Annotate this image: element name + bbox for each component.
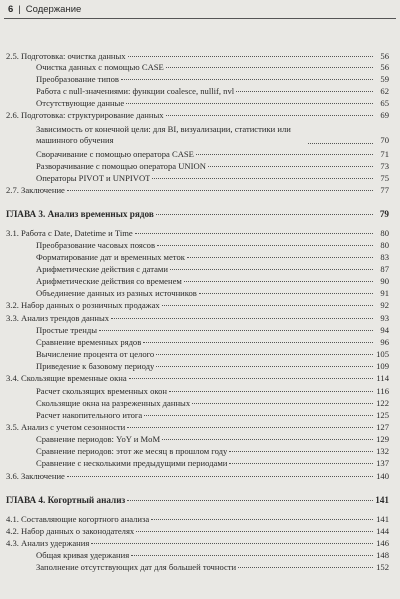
toc-section (6, 526, 389, 537)
toc-entry-title: 3.4. Скользящие временные окна (6, 373, 127, 383)
toc-subsection (36, 240, 389, 251)
toc-entry-title: Скользящие окна на разреженных данных (36, 398, 191, 408)
toc-dot-leader (208, 166, 373, 167)
toc-entry-title: Сравнение временных рядов (36, 337, 142, 347)
toc-entry-title: Заполнение отсутствующих дат для большей точности (36, 562, 237, 572)
toc-entry-title: Расчет скользящих временных окон (36, 386, 167, 396)
toc-subsection (36, 276, 389, 287)
toc-subsection (36, 349, 389, 360)
toc-page-number: 146 (376, 538, 389, 548)
toc-dot-leader (127, 500, 373, 501)
toc-entry-title: 2.5. Подготовка: очистка данных (6, 51, 126, 61)
toc-subsection (36, 446, 389, 457)
toc-page-number: 56 (380, 62, 389, 72)
toc-entry-title: 3.3. Анализ трендов данных (6, 313, 110, 323)
toc-entry-title: Приведение к базовому периоду (36, 361, 155, 371)
toc-page-number: 132 (376, 446, 389, 456)
page-number: 6 (8, 4, 14, 15)
toc-dot-leader (192, 403, 373, 404)
toc-page-number: 92 (380, 300, 389, 310)
toc-subsection (36, 386, 389, 397)
toc-subsection (36, 458, 389, 469)
toc-page-number: 56 (380, 51, 389, 61)
toc-dot-leader (229, 451, 373, 452)
toc-page-number: 75 (380, 173, 389, 183)
toc-subsection (36, 337, 389, 348)
toc-entry-title: Расчет накопительного итога (36, 410, 143, 420)
toc-page-number: 80 (380, 240, 389, 250)
toc-page-number: 141 (375, 495, 389, 505)
toc-page-number: 114 (376, 373, 389, 383)
toc-chapter (6, 495, 389, 506)
toc-dot-leader (156, 354, 373, 355)
toc-subsection (36, 550, 389, 561)
toc-entry-title: Разворачивание с помощью оператора UNION (36, 161, 206, 171)
toc-section (6, 185, 389, 196)
toc-dot-leader (162, 439, 373, 440)
toc-entry-title: ГЛАВА 3. Анализ временных рядов (6, 209, 154, 219)
toc-page-number: 83 (380, 252, 389, 262)
toc-page-number: 62 (380, 86, 389, 96)
toc-page-number: 137 (376, 458, 389, 468)
toc-dot-leader (67, 476, 373, 477)
toc-dot-leader (126, 103, 373, 104)
toc-dot-leader (143, 342, 373, 343)
header-rule (4, 18, 396, 19)
toc-entry-title: Сравнение периодов: YoY и MoM (36, 434, 161, 444)
toc-entry-title: Очистка данных с помощью CASE (36, 62, 164, 72)
toc-page-number: 71 (380, 149, 389, 159)
toc-entry-title: Преобразование типов (36, 74, 119, 84)
toc-entry-title: Простые тренды (36, 325, 98, 335)
toc-entry-title: Отсутствующие данные (36, 98, 125, 108)
toc-page-number: 65 (380, 98, 389, 108)
toc-page-number: 94 (380, 325, 389, 335)
toc-dot-leader (156, 366, 373, 367)
toc-entry-title: Вычисление процента от целого (36, 349, 155, 359)
toc-dot-leader (187, 257, 373, 258)
toc-section (6, 422, 389, 433)
toc-section (6, 313, 389, 324)
toc-entry-title: Объединение данных из разных источников (36, 288, 197, 298)
toc-entry-title: 3.2. Набор данных о розничных продажах (6, 300, 160, 310)
toc-entry-title: 3.5. Анализ с учетом сезонности (6, 422, 126, 432)
toc-subsection (36, 62, 389, 73)
toc-entry-title: Сворачивание с помощью оператора CASE (36, 149, 194, 159)
toc-section (6, 51, 389, 62)
toc-dot-leader (127, 427, 373, 428)
toc-entry-title: 3.1. Работа с Date, Datetime и Time (6, 228, 133, 238)
toc-section (6, 373, 389, 384)
toc-entry-title: Общая кривая удержания (36, 550, 130, 560)
toc-subsection (36, 124, 389, 146)
toc-page-number: 79 (379, 209, 389, 219)
toc-entry-title: 2.7. Заключение (6, 185, 65, 195)
toc-page-number: 152 (376, 562, 389, 572)
header-title: Содержание (25, 4, 82, 15)
toc-dot-leader (170, 269, 373, 270)
toc-page-number: 141 (376, 514, 389, 524)
toc-dot-leader (236, 91, 373, 92)
toc-subsection (36, 98, 389, 109)
toc-entry-title: ГЛАВА 4. Когортный анализ (6, 495, 126, 505)
toc-dot-leader (111, 318, 373, 319)
toc-page-number: 80 (380, 228, 389, 238)
toc-section (6, 538, 389, 549)
toc-subsection (36, 173, 389, 184)
toc-entry-title: Преобразование часовых поясов (36, 240, 156, 250)
toc-dot-leader (99, 330, 373, 331)
toc-page-number: 91 (380, 288, 389, 298)
toc-entry-title: Зависимость от конечной цели: для BI, визуализации, статистики или машинного обучения (36, 124, 291, 145)
toc-page-number: 109 (376, 361, 389, 371)
toc-entry-title: 4.3. Анализ удержания (6, 538, 90, 548)
toc-entry-title: Сравнение с несколькими предыдущими периодами (36, 458, 228, 468)
toc-dot-leader (156, 214, 373, 215)
toc-page-number: 93 (380, 313, 389, 323)
toc-dot-leader (166, 115, 373, 116)
toc-dot-leader (135, 233, 373, 234)
toc-subsection (36, 149, 389, 160)
toc-dot-leader (238, 567, 373, 568)
toc-page-number: 125 (376, 410, 389, 420)
toc-dot-leader (162, 305, 373, 306)
toc-dot-leader (128, 56, 373, 57)
toc-section (6, 514, 389, 525)
toc-subsection (36, 264, 389, 275)
toc-section (6, 228, 389, 239)
toc-page-number: 127 (376, 422, 389, 432)
toc-dot-leader (308, 143, 373, 144)
toc-subsection (36, 74, 389, 85)
toc-subsection (36, 434, 389, 445)
toc-entry-title: 3.6. Заключение (6, 471, 65, 481)
toc-section (6, 471, 389, 482)
toc-entry-title: 4.2. Набор данных о законодателях (6, 526, 135, 536)
toc-page-number: 148 (376, 550, 389, 560)
toc-dot-leader (121, 79, 373, 80)
header-separator: | (18, 4, 21, 15)
toc-dot-leader (166, 67, 373, 68)
toc-page-number: 140 (376, 471, 389, 481)
toc-page-number: 144 (376, 526, 389, 536)
toc-subsection (36, 410, 389, 421)
toc-subsection (36, 398, 389, 409)
toc-dot-leader (136, 531, 373, 532)
toc-page-number: 59 (380, 74, 389, 84)
toc-dot-leader (67, 190, 373, 191)
toc-subsection (36, 161, 389, 172)
toc-chapter (6, 209, 389, 220)
toc-section (6, 110, 389, 121)
toc-subsection (36, 86, 389, 97)
toc-page-number: 73 (380, 161, 389, 171)
toc-page-number: 122 (376, 398, 389, 408)
toc-entry-title: Работа с null-значениями: функции coalesce, nullif, nvl (36, 86, 235, 96)
toc-dot-leader (184, 281, 373, 282)
toc-page-number: 77 (380, 185, 389, 195)
toc-page-number: 87 (380, 264, 389, 274)
toc-subsection (36, 562, 389, 573)
toc-entry-title: 2.6. Подготовка: структурирование данных (6, 110, 164, 120)
toc-subsection (36, 288, 389, 299)
toc-dot-leader (144, 415, 373, 416)
toc-entry-title: 4.1. Составляющие когортного анализа (6, 514, 150, 524)
toc-entry-title: Арифметические действия со временем (36, 276, 182, 286)
toc-dot-leader (129, 378, 373, 379)
toc-page-number: 69 (380, 110, 389, 120)
toc-dot-leader (152, 178, 373, 179)
toc-page-number: 90 (380, 276, 389, 286)
toc-subsection (36, 325, 389, 336)
toc-dot-leader (196, 154, 373, 155)
toc-entry-title: Сравнение периодов: этот же месяц в прошлом году (36, 446, 228, 456)
toc-dot-leader (169, 391, 373, 392)
toc-page-number: 96 (380, 337, 389, 347)
toc-entry-title: Операторы PIVOT и UNPIVOT (36, 173, 151, 183)
toc-section (6, 300, 389, 311)
toc-entry-title: Форматирование дат и временных меток (36, 252, 185, 262)
toc-page-number: 116 (376, 386, 389, 396)
toc-dot-leader (199, 293, 373, 294)
toc-subsection (36, 252, 389, 263)
toc-page-number: 105 (376, 349, 389, 359)
toc-dot-leader (157, 245, 373, 246)
toc-page-number: 129 (376, 434, 389, 444)
toc-entry-title: Арифметические действия с датами (36, 264, 168, 274)
toc-dot-leader (91, 543, 373, 544)
toc-dot-leader (151, 519, 373, 520)
running-header (8, 4, 81, 15)
toc-dot-leader (131, 555, 373, 556)
toc-subsection (36, 361, 389, 372)
toc-dot-leader (229, 463, 373, 464)
toc-page-number: 70 (380, 135, 389, 145)
